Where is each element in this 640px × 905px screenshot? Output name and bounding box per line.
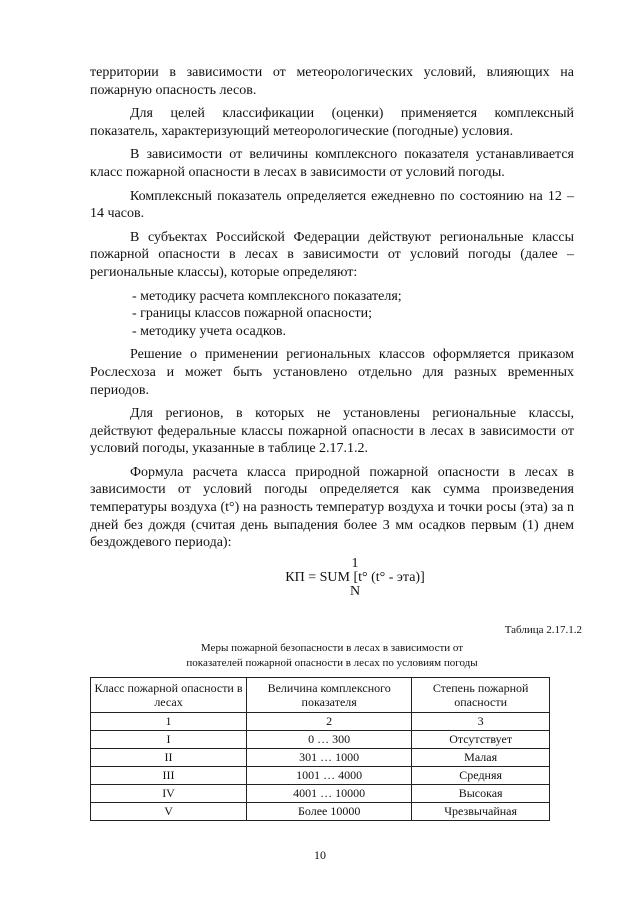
table-title-line: показателей пожарной опасности в лесах по условиям погоды (186, 657, 478, 669)
table-cell: III (91, 767, 247, 785)
list-item: - методику учета осадков. (132, 323, 287, 339)
table-title-line: Меры пожарной безопасности в лесах в зависимости от (200, 642, 464, 654)
header-class: Класс пожарной опасности в лесах (91, 678, 247, 713)
table-cell: IV (91, 785, 247, 803)
paragraph: Для целей классификации (оценки) применяется комплексный показатель, характеризующий метеорологические (погодные) условия. (90, 106, 574, 139)
table-cell: 3 (412, 713, 550, 731)
table-row (91, 713, 550, 731)
formula-bottom: N (349, 584, 361, 599)
list-item: - методику расчета комплексного показателя; (132, 288, 402, 304)
formula (270, 557, 440, 599)
table-cell: 4001 … 10000 (247, 785, 412, 803)
table-row (91, 803, 550, 821)
table-caption: Таблица 2.17.1.2 (504, 624, 582, 636)
formula-main: КП = SUM [t° (t° - эта)] (285, 570, 425, 585)
table-cell: 1001 … 4000 (247, 767, 412, 785)
table-cell: II (91, 749, 247, 767)
paragraph: Формула расчета класса природной пожарной опасности в лесах в зависимости от условий погоды определяется как сумма произведения температуры воздуха (t°) на разность температур воздуха и точки росы (эта) за n дней без дождя (считая день выпадения более 3 мм осадков первым (1) днем бездождевого периода): (90, 464, 574, 551)
table-cell: I (91, 731, 247, 749)
table-cell: Чрезвычайная (412, 803, 550, 821)
table-cell: Высокая (412, 785, 550, 803)
paragraph: Решение о применении региональных классов оформляется приказом Рослесхоза и может быть установлено отдельно для разных временных периодов. (90, 347, 574, 398)
table-row (91, 749, 550, 767)
table-cell: 301 … 1000 (247, 749, 412, 767)
paragraph: Для регионов, в которых не установлены региональные классы, действуют федеральные классы пожарной опасности в лесах в зависимости от условий погоды, указанные в таблице 2.17.1.2. (90, 406, 574, 457)
paragraph: В субъектах Российской Федерации действуют региональные классы пожарной опасности в лесах в зависимости от условий погоды (далее – региональные классы), которые определяют: (90, 229, 574, 280)
list-item: - границы классов пожарной опасности; (132, 306, 373, 322)
table-cell: V (91, 803, 247, 821)
table-cell: Малая (412, 749, 550, 767)
paragraph: Комплексный показатель определяется ежедневно по состоянию на 12 – 14 часов. (90, 188, 574, 222)
paragraph: В зависимости от величины комплексного показателя устанавливается класс пожарной опасности в лесах в зависимости от условий погоды. (90, 147, 574, 180)
formula-top: 1 (351, 556, 359, 571)
table-row (91, 767, 550, 785)
definitions-list (90, 288, 574, 341)
table-cell: 0 … 300 (247, 731, 412, 749)
table-row (91, 731, 550, 749)
table-title (90, 641, 574, 671)
page-number: 10 (314, 848, 326, 862)
table-cell: 2 (247, 713, 412, 731)
paragraph: территории в зависимости от метеорологических условий, влияющих на пожарную опасность лесов. (90, 65, 574, 98)
table-header-row (91, 678, 550, 713)
table-cell: 1 (91, 713, 247, 731)
header-degree: Степень пожарной опасности (412, 678, 550, 713)
table-row (91, 785, 550, 803)
body-text (90, 64, 574, 558)
table-cell: Средняя (412, 767, 550, 785)
table-cell: Отсутствует (412, 731, 550, 749)
header-value: Величина комплексного показателя (247, 678, 412, 713)
table-cell: Более 10000 (247, 803, 412, 821)
fire-danger-table (90, 677, 550, 821)
